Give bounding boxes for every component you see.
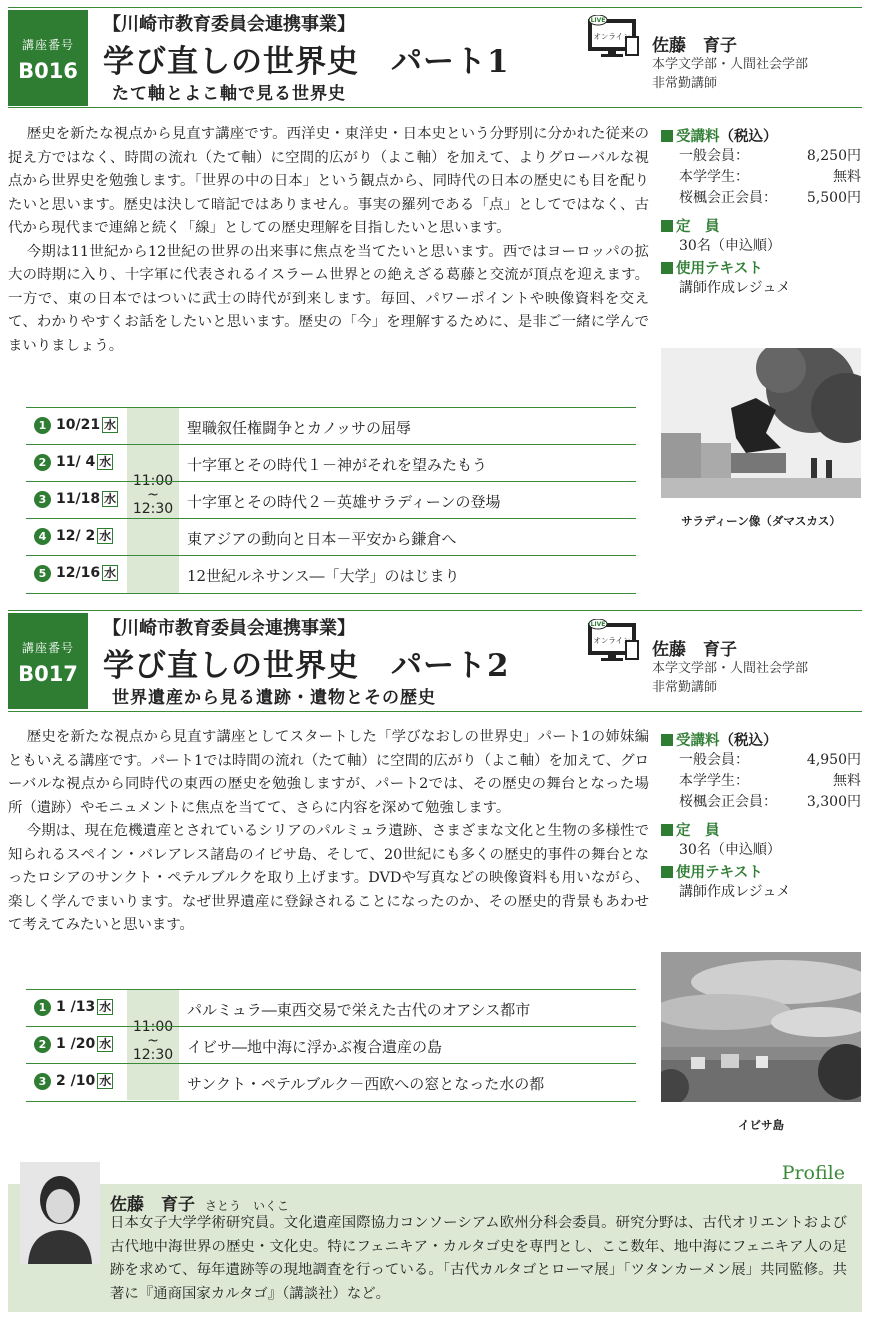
course1-online-label: オンライン (593, 32, 631, 41)
session-row: 2 11/ 4 水 十字軍とその時代１－神がそれを望みたもう (26, 444, 636, 482)
session-topic: 東アジアの動向と日本－平安から鎌倉へ (187, 530, 457, 548)
session-topic: イビサ―地中海に浮かぶ複合遺産の島 (187, 1038, 443, 1056)
course2-fee-general: 一般会員： 4,950円 (679, 752, 861, 768)
course2-live-badge: LIVE (590, 621, 606, 628)
course1-photo-saladin-statue (661, 348, 861, 498)
number-circle-icon: 2 (34, 1036, 51, 1053)
course2-photo-ibiza (661, 952, 861, 1102)
course2-instructor-position: 非常勤講師 (652, 680, 718, 695)
course1-instructor-affiliation: 本学文学部・人間社会学部 (652, 57, 809, 72)
square-bullet-icon (661, 866, 673, 878)
number-circle-icon: 3 (34, 491, 51, 508)
course1-capacity: 30名（申込順） (679, 238, 781, 254)
session-topic: 12世紀ルネサンス―「大学」のはじまり (187, 567, 460, 585)
course1-fee-general: 一般会員： 8,250円 (679, 148, 861, 164)
session-topic: 十字軍とその時代１－神がそれを望みたもう (187, 456, 488, 474)
profile-bio: 日本女子大学学術研究員。文化遺産国際協力コンソーシアム欧州分科会委員。研究分野は、古代オリエントおよび古代地中海世界の歴史・文化史。特にフェニキア・カルタゴ史を専門とし、ここ数年、地中海にフェニキア人の足跡を求めて、毎年遺跡等の現地調査を行っている。「古代カルタゴとローマ展」「ツタンカーメン展」共同監修。共著に『通商国家カルタゴ』（講談社）など。 (110, 1215, 847, 1302)
square-bullet-icon (661, 734, 673, 746)
square-bullet-icon (661, 262, 673, 274)
profile-label: Profile (781, 1162, 845, 1184)
course2-text-heading: 使用テキスト (661, 861, 861, 882)
course2-paragraph-1: 歴史を新たな視点から見直す講座としてスタートした「学びなおしの世界史」パート1の姉妹編ともいえる講座です。パート1では時間の流れ（たて軸）に空間的広がり（よこ軸）を加えて、グローバルな視点から同時代の東西の歴史を勉強しますが、パート2では、その歴史の舞台となった場所（遺跡）やモニュメントに焦点を当てて、さらに内容を深めて勉強します。 (8, 729, 649, 816)
course2-time-cell: 11:00 ~ 12:30 (127, 989, 179, 1100)
course2-paragraph-2: 今期は、現在危機遺産とされているシリアのパルミュラ遺跡、さまざまな文化と生物の多様性で知られるスペイン・バレアレス諸島のイビサ島、そして、20世紀にも多くの歴史的事件の舞台となったロシアのサンクト・ペテルブルクを取り上げます。DVDや写真などの映像資料も用いながら、楽しく学んでまいります。なぜ世界遺産に登録されることになったのか、その歴史的背景もあわせて考えてみたいと思います。 (8, 823, 649, 933)
course1-instructor-name: 佐藤 育子 (652, 36, 737, 56)
avatar (20, 1162, 100, 1264)
course1-title: 学び直しの世界史 パート1 (103, 44, 510, 80)
course1-schedule (26, 407, 636, 593)
course2-code-label: 講座番号 (21, 641, 74, 655)
course1-paragraph-1: 歴史を新たな視点から見直す講座です。西洋史・東洋史・日本史という分野別に分かれた従来の捉え方ではなく、時間の流れ（たて軸）に空間的広がり（よこ軸）を加えて、よりグローバルな視点から世界史を勉強します。「世界の中の日本」という観点から、同時代の日本の歴史にも目を配りたいと思います。歴史は決して暗記ではありません。事実の羅列である「点」としてではなく、古代から現代まで連綿と続く「線」としての歴史理解を目指したいと思います。 (8, 126, 649, 236)
course1-code-box (8, 10, 88, 106)
course2-header-rule (8, 711, 862, 712)
profile-reading: さとう いくこ (205, 1199, 290, 1213)
course2-fee-member: 桜楓会正会員： 3,300円 (679, 794, 861, 810)
session-topic: パルミュラ―東西交易で栄えた古代のオアシス都市 (187, 1001, 531, 1019)
session-row: 3 2 /10 水 サンクト・ペテルブルク－西欧への窓となった水の都 (26, 1063, 636, 1102)
course1-fee-heading: 受講料（税込） (661, 125, 861, 146)
session-topic: 聖職叙任権闘争とカノッサの屈辱 (187, 419, 411, 437)
course1-info-panel (661, 125, 861, 299)
square-bullet-icon (661, 220, 673, 232)
session-topic: サンクト・ペテルブルク－西欧への窓となった水の都 (187, 1075, 545, 1093)
course1-fee-member: 桜楓会正会員： 5,500円 (679, 190, 861, 206)
course1-text-heading: 使用テキスト (661, 257, 861, 278)
number-circle-icon: 5 (34, 565, 51, 582)
session-row: 3 11/18 水 十字軍とその時代２－英雄サラディーンの登場 (26, 481, 636, 519)
number-circle-icon: 1 (34, 999, 51, 1016)
course2-capacity: 30名（申込順） (679, 842, 781, 858)
course2-online-label: オンライン (593, 636, 631, 645)
course2-instructor-affiliation: 本学文学部・人間社会学部 (652, 661, 809, 676)
square-bullet-icon (661, 824, 673, 836)
course1-subtitle: 【川崎市教育委員会連携事業】 (103, 14, 355, 35)
number-circle-icon: 1 (34, 417, 51, 434)
session-row: 4 12/ 2 水 東アジアの動向と日本－平安から鎌倉へ (26, 518, 636, 556)
number-circle-icon: 3 (34, 1073, 51, 1090)
course2-description (8, 726, 649, 938)
session-row: 2 1 /20 水 イビサ―地中海に浮かぶ複合遺産の島 (26, 1026, 636, 1064)
course1-paragraph-2: 今期は11世紀から12世紀の世界の出来事に焦点を当てたいと思います。西ではヨーロッパの拡大の時期に入り、十字軍に代表されるイスラーム世界との絶えざる葛藤と交流が頂点を迎えます。一方で、東の日本ではついに武士の時代が到来します。毎回、パワーポイントや映像資料を交えて、わかりやすくお話をしたいと思います。歴史の「今」を理解するために、是非ご一緒に学んでまいりましょう。 (8, 243, 649, 354)
course2-code-box (8, 613, 88, 709)
course2-schedule (26, 989, 636, 1100)
online-monitor-icon (588, 15, 640, 57)
session-row: 1 10/21 水 聖職叙任権闘争とカノッサの屈辱 (26, 407, 636, 445)
course2-capacity-heading: 定 員 (661, 819, 861, 840)
profile-name: 佐藤 育子 さとう いくこ (110, 1195, 290, 1215)
course1-instructor-position: 非常勤講師 (652, 76, 718, 91)
course1-photo-caption: サラディーン像（ダマスカス） (681, 514, 841, 528)
course1-tagline: たて軸とよこ軸で見る世界史 (112, 84, 346, 104)
session-row: 5 12/16 水 12世紀ルネサンス―「大学」のはじまり (26, 555, 636, 594)
course1-header-rule (8, 107, 862, 108)
course2-info-panel (661, 729, 861, 903)
course2-text: 講師作成レジュメ (679, 884, 791, 900)
number-circle-icon: 2 (34, 454, 51, 471)
number-circle-icon: 4 (34, 528, 51, 545)
course1-top-rule (8, 7, 862, 8)
square-bullet-icon (661, 130, 673, 142)
course2-subtitle: 【川崎市教育委員会連携事業】 (103, 618, 355, 639)
course1-time-cell: 11:00 ~ 12:30 (127, 407, 179, 593)
course2-code: B017 (18, 662, 78, 686)
course2-top-rule (8, 610, 862, 611)
course1-text: 講師作成レジュメ (679, 280, 791, 296)
course1-fee-student: 本学学生： 無料 (679, 169, 861, 185)
course1-code-label: 講座番号 (21, 38, 74, 52)
session-row: 1 1 /13 水 パルミュラ―東西交易で栄えた古代のオアシス都市 (26, 989, 636, 1027)
course2-instructor-name: 佐藤 育子 (652, 640, 737, 660)
course1-description (8, 123, 649, 358)
course2-title: 学び直しの世界史 パート2 (103, 648, 510, 684)
course2-tagline: 世界遺産から見る遺跡・遺物とその歴史 (112, 688, 436, 708)
course2-photo-caption: イビサ島 (738, 1118, 784, 1132)
course2-fee-student: 本学学生： 無料 (679, 773, 861, 789)
online-monitor-icon (588, 619, 640, 661)
session-topic: 十字軍とその時代２－英雄サラディーンの登場 (187, 493, 501, 511)
course1-live-badge: LIVE (590, 17, 606, 24)
course1-capacity-heading: 定 員 (661, 215, 861, 236)
course1-code: B016 (18, 59, 78, 83)
course2-fee-heading: 受講料（税込） (661, 729, 861, 750)
